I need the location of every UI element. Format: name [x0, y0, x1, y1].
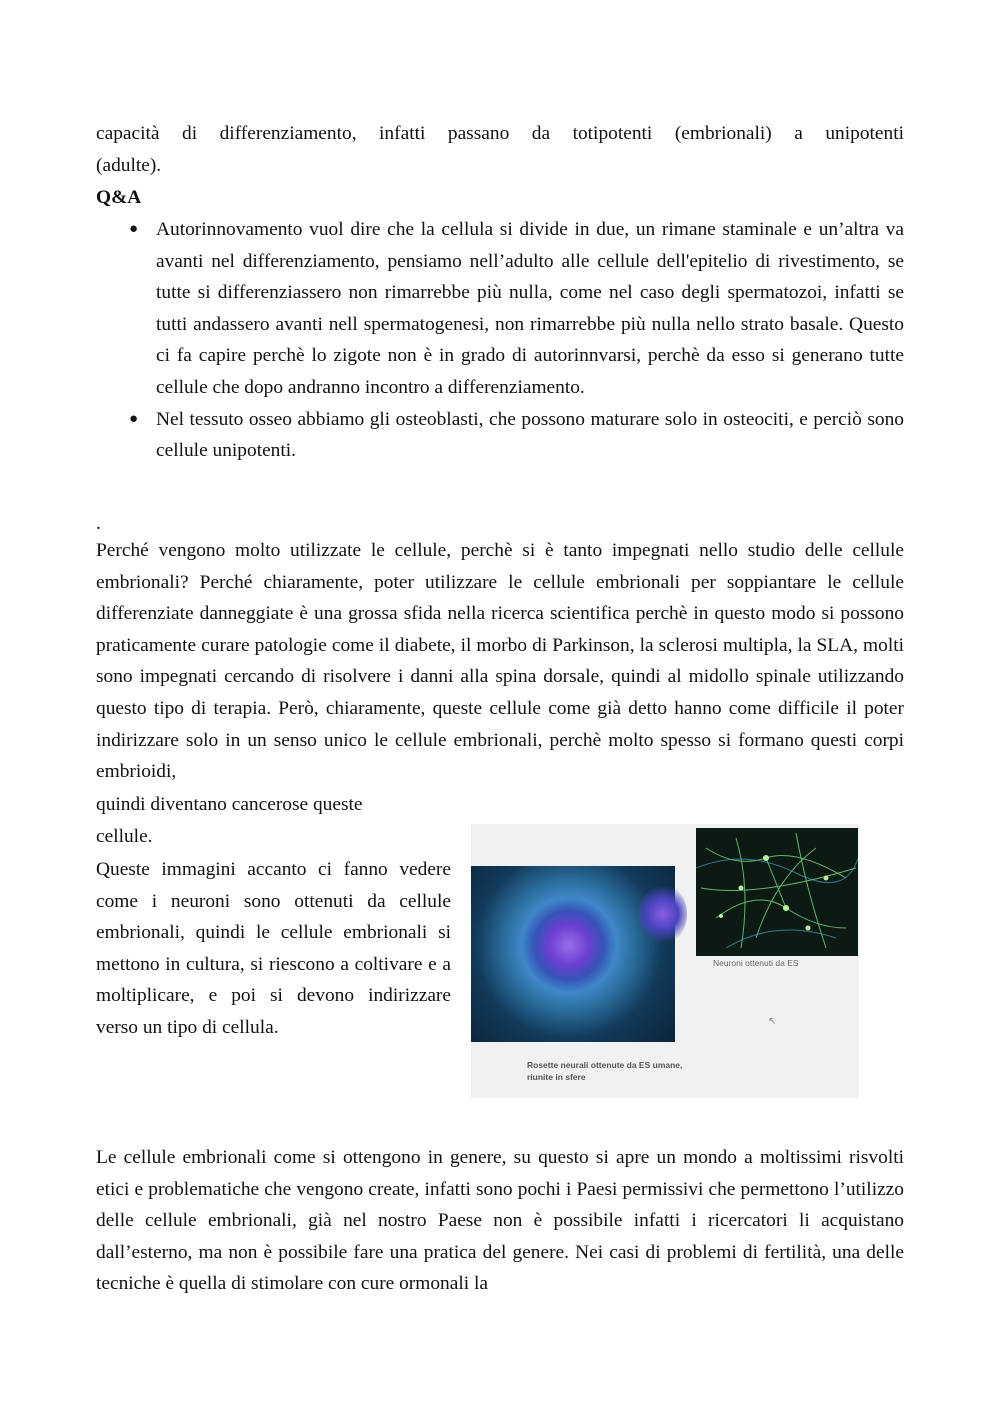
- top-paragraph-line1: capacità di differenziamento, infatti passano da totipotenti (embrionali) a unipotenti: [96, 123, 904, 144]
- separator-dot: .: [96, 513, 101, 534]
- main-paragraph-tail: [96, 789, 456, 852]
- neural-rosette-image: [471, 866, 675, 1042]
- list-item: [96, 214, 904, 404]
- qa-heading: Q&A: [96, 187, 142, 208]
- rosette-caption: Rosette neurali ottenute da ES umane, riunite in sfere: [527, 1060, 683, 1082]
- bottom-paragraph: Le cellule embrionali come si ottengono in genere, su questo si apre un mondo a moltissimi risvolti etici e problematiche che vengono create, infatti sono pochi i Paesi permissivi che permettono l’utilizzo delle cellule embrionali, già nel nostro Paese non è possibile infatti i ricercatori li acquistano dall’esterno, ma non è possibile fare una pratica del genere. Nei casi di problemi di fertilità, una delle tecniche è quella di stimolare con cure ormonali la: [96, 1147, 904, 1295]
- bullet-text: Nel tessuto osseo abbiamo gli osteoblasti, che possono maturare solo in osteociti, e perciò sono cellule unipotenti.: [156, 408, 904, 462]
- bullet-icon: ●: [129, 221, 139, 237]
- main-tail-line2: cellule.: [96, 825, 153, 847]
- mouse-cursor-icon: ↖: [768, 1016, 777, 1027]
- neurons-caption: Neuroni ottenuti da ES: [713, 958, 799, 968]
- bullet-text: Autorinnovamento vuol dire che la cellula si divide in due, un rimane staminale e un’altra va avanti nel differenziamento, pensiamo nell’adulto alle cellule dell'epitelio di rivestimento, se tutte si differenziassero non rimarrebbe più nulla, come nel caso degli spermatozoi, infatti se tutti andassero avanti nell spermatogenesi, non rimarrebbe più nulla nello strato basale. Questo ci fa capire perchè lo zigote non è in grado di autorinnvarsi, perchè da esso si generano tutte cellule che dopo andranno incontro a differenziamento.: [156, 219, 904, 398]
- qa-bullet-list: [96, 214, 904, 467]
- list-item: [96, 404, 904, 467]
- side-paragraph: Queste immagini accanto ci fanno vedere come i neuroni sono ottenuti da cellule embrionali, quindi le cellule embrionali si mettono in cultura, si riescono a coltivare e a moltiplicare, e poi si devono indirizzare verso un tipo di cellula.: [96, 859, 451, 1038]
- bullet-icon: ●: [129, 410, 139, 427]
- neurons-image: [696, 828, 858, 956]
- main-paragraph: Perché vengono molto utilizzate le cellule, perchè si è tanto impegnati nello studio delle cellule embrionali? Perché chiaramente, poter utilizzare le cellule embrionali per soppiantare le cellule differenziate danneggiate è una grossa sfida nella ricerca scientifica perchè in questo modo si possono praticamente curare patologie come il diabete, il morbo di Parkinson, la sclerosi multipla, la SLA, molti sono impegnati cercando di risolvere i danni alla spina dorsale, quindi al midollo spinale utilizzando questo tipo di terapia. Però, chiaramente, queste cellule come già detto hanno come difficile il poter indirizzare solo in un senso unico le cellule embrionali, perchè molto spesso si formano questi corpi embrioidi,: [96, 540, 904, 783]
- top-paragraph-line2: (adulte).: [96, 154, 162, 176]
- main-tail-line1: quindi diventano cancerose queste: [96, 794, 363, 815]
- top-paragraph: [96, 118, 904, 181]
- neurons-drawing: [696, 828, 858, 956]
- embryonic-neurons-figure: [471, 824, 859, 1098]
